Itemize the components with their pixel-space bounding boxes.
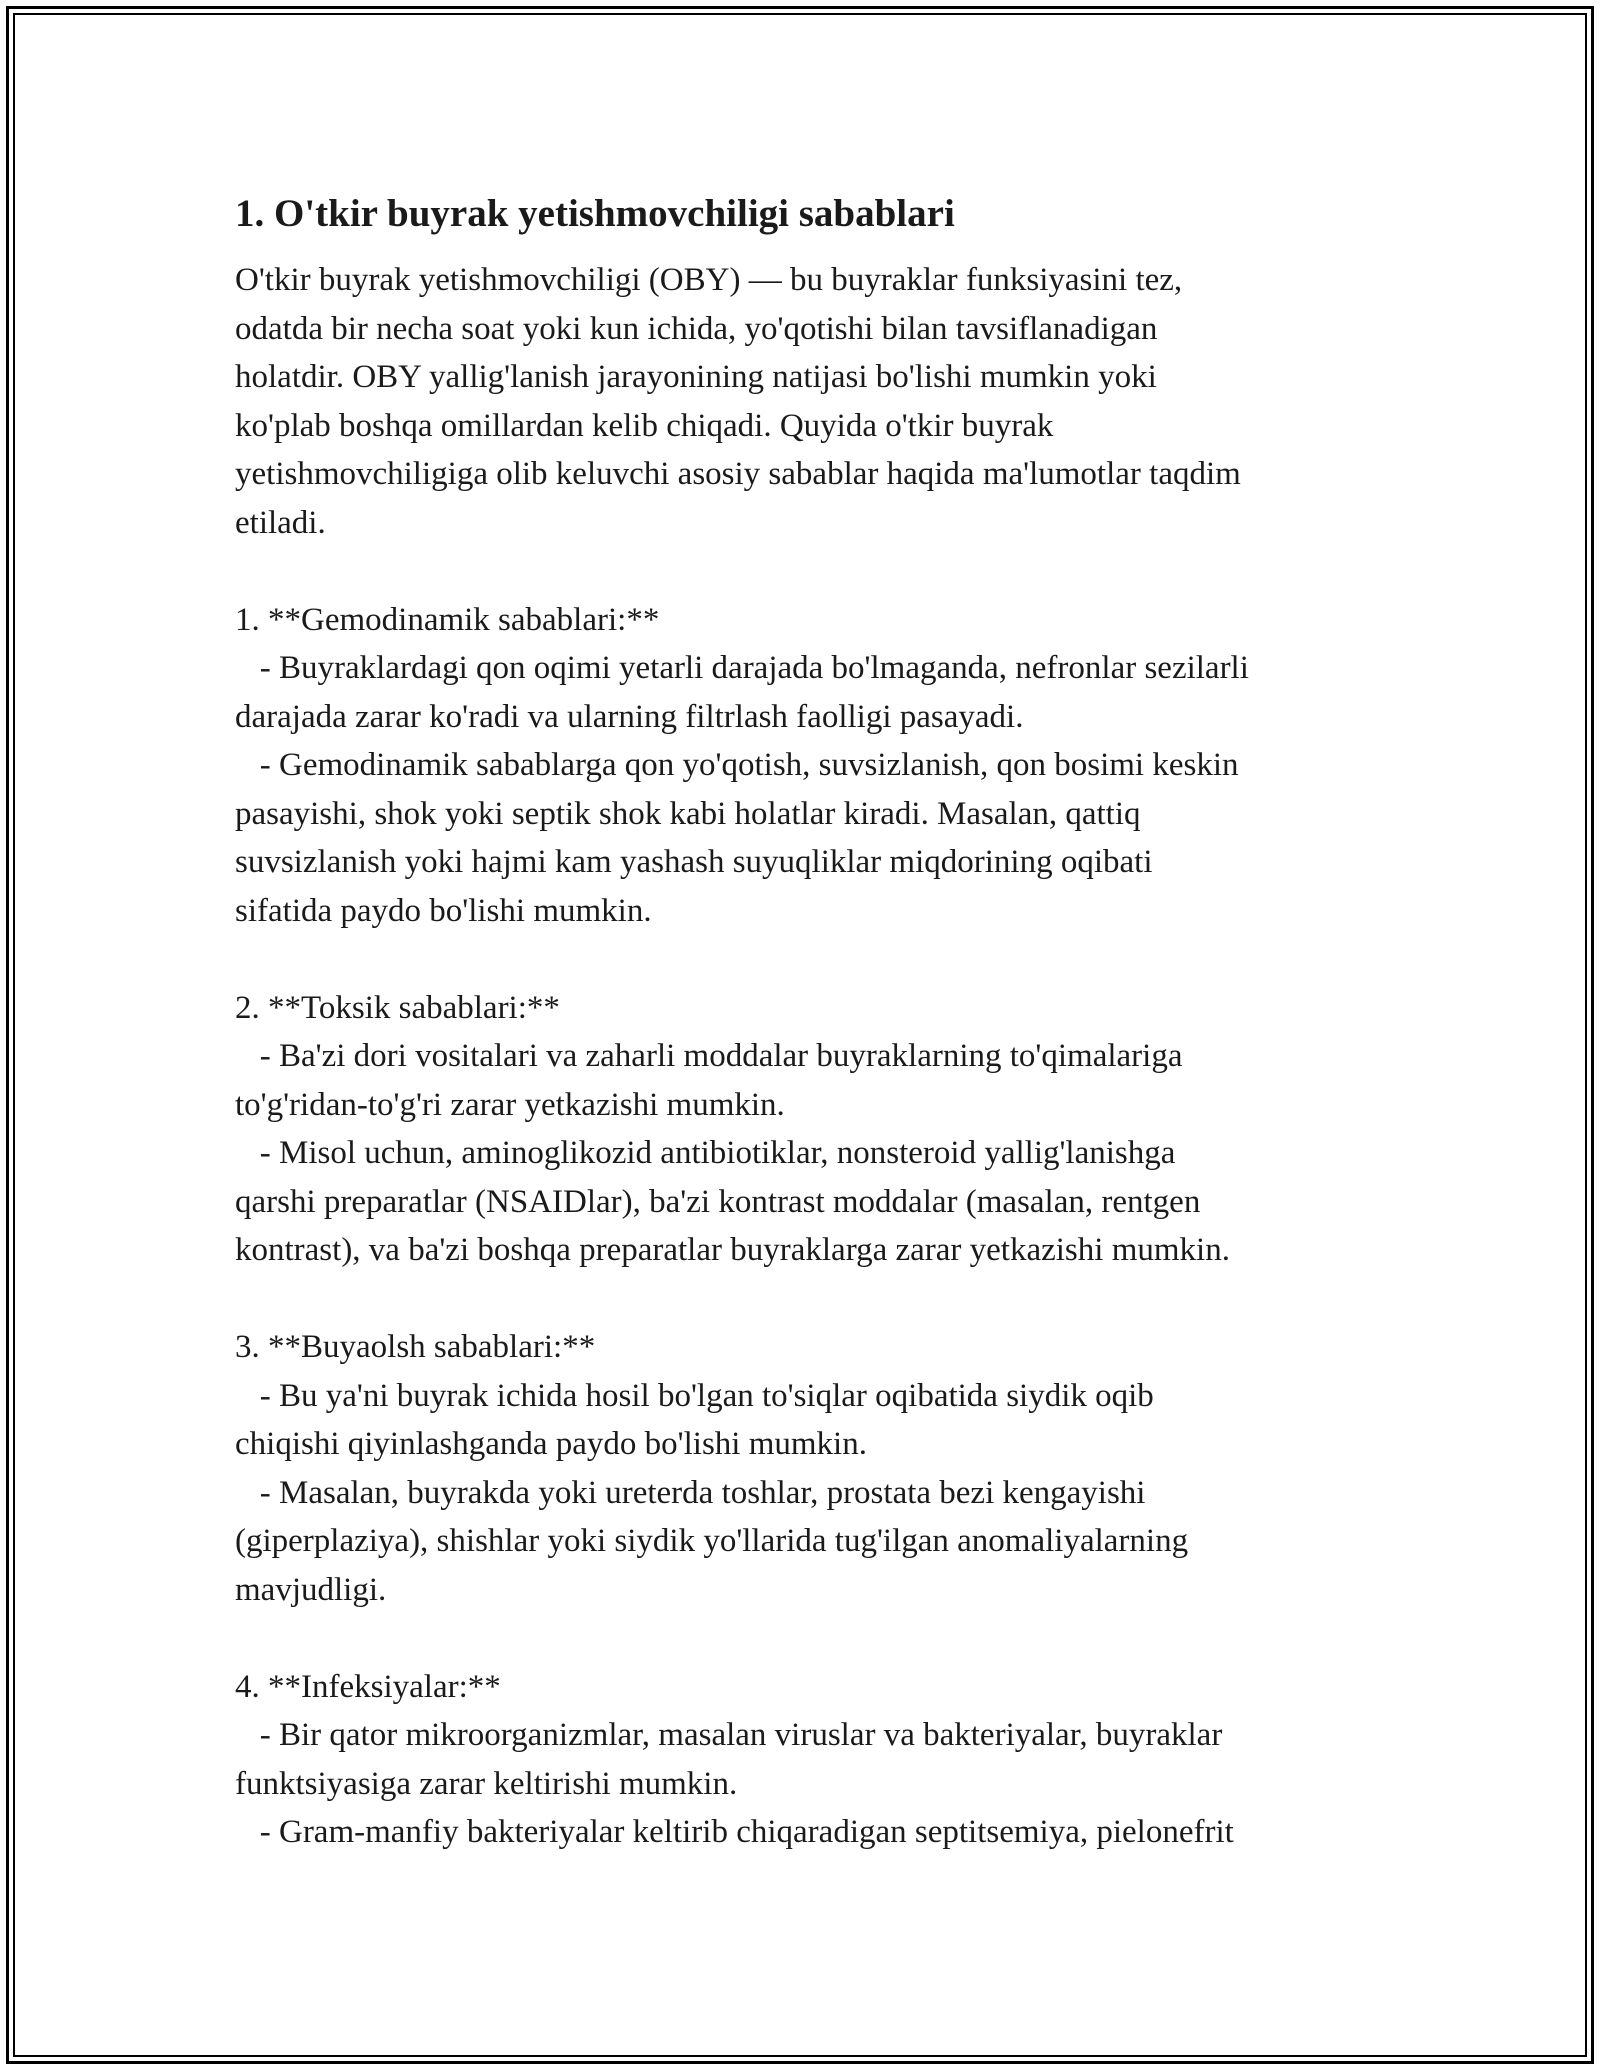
section-line: - Misol uchun, aminoglikozid antibiotiklar, nonsteroid yallig'lanishga (235, 1135, 1176, 1171)
section-line: (giperplaziya), shishlar yoki siydik yo'llarida tug'ilgan anomaliyalarning (235, 1523, 1189, 1559)
section-line: mavjudligi. (235, 1571, 387, 1608)
section-heading: 2. **Toksik sabablari:** (235, 989, 560, 1026)
section-line: pasayishi, shok yoki septik shok kabi holatlar kiradi. Masalan, qattiq (235, 795, 1141, 832)
section-3 (235, 1323, 1375, 1614)
section-4 (235, 1663, 1375, 1857)
intro-line: holatdir. OBY yallig'lanish jarayonining natijasi bo'lishi mumkin yoki (235, 359, 1157, 395)
paragraph-gap (235, 1275, 1375, 1324)
section-heading: 3. **Buyaolsh sabablari:** (235, 1329, 596, 1365)
document-body (235, 185, 1375, 1857)
paragraph-gap (235, 935, 1375, 984)
page-title: 1. O'tkir buyrak yetishmovchiligi sabablari (235, 192, 955, 235)
section-line: - Bu ya'ni buyrak ichida hosil bo'lgan to'siqlar oqibatida siydik oqib (235, 1377, 1154, 1414)
intro-line: O'tkir buyrak yetishmovchiligi (OBY) — bu buyraklar funksiyasini tez, (235, 262, 1183, 298)
section-1 (235, 596, 1375, 936)
section-line: - Masalan, buyrakda yoki ureterda toshlar, prostata bezi kengayishi (235, 1474, 1146, 1511)
section-heading: 1. **Gemodinamik sabablari:** (235, 601, 660, 638)
intro-line: ko'plab boshqa omillardan kelib chiqadi. Quyida o'tkir buyrak (235, 407, 1054, 444)
section-heading: 4. **Infeksiyalar:** (235, 1668, 501, 1705)
section-line: sifatida paydo bo'lishi mumkin. (235, 892, 652, 929)
paragraph-gap (235, 547, 1375, 596)
section-line: - Gram-manfiy bakteriyalar keltirib chiqaradigan septitsemiya, pielonefrit (235, 1814, 1234, 1850)
section-line: qarshi preparatlar (NSAIDlar), ba'zi kontrast moddalar (masalan, rentgen (235, 1183, 1201, 1220)
section-line: chiqishi qiyinlashganda paydo bo'lishi mumkin. (235, 1426, 867, 1462)
intro-paragraph (235, 256, 1375, 547)
section-line: - Buyraklardagi qon oqimi yetarli darajada bo'lmaganda, nefronlar sezilarli (235, 650, 1249, 686)
paragraph-gap (235, 1614, 1375, 1663)
section-line: - Gemodinamik sabablarga qon yo'qotish, suvsizlanish, qon bosimi keskin (235, 747, 1239, 783)
intro-line: odatda bir necha soat yoki kun ichida, yo'qotishi bilan tavsiflanadigan (235, 310, 1158, 347)
section-line: darajada zarar ko'radi va ularning filtrlash faolligi pasayadi. (235, 698, 1024, 735)
section-line: to'g'ridan-to'g'ri zarar yetkazishi mumkin. (235, 1086, 785, 1123)
section-line: - Ba'zi dori vositalari va zaharli moddalar buyraklarning to'qimalariga (235, 1038, 1183, 1074)
intro-line: yetishmovchiligiga olib keluvchi asosiy sabablar haqida ma'lumotlar taqdim (235, 456, 1241, 492)
section-2 (235, 984, 1375, 1275)
section-line: funktsiyasiga zarar keltirishi mumkin. (235, 1765, 738, 1802)
section-line: suvsizlanish yoki hajmi kam yashash suyuqliklar miqdorining oqibati (235, 844, 1153, 880)
sections (235, 547, 1375, 1857)
section-line: - Bir qator mikroorganizmlar, masalan viruslar va bakteriyalar, buyraklar (235, 1717, 1223, 1753)
intro-line: etiladi. (235, 504, 326, 541)
section-line: kontrast), va ba'zi boshqa preparatlar buyraklarga zarar yetkazishi mumkin. (235, 1232, 1230, 1268)
